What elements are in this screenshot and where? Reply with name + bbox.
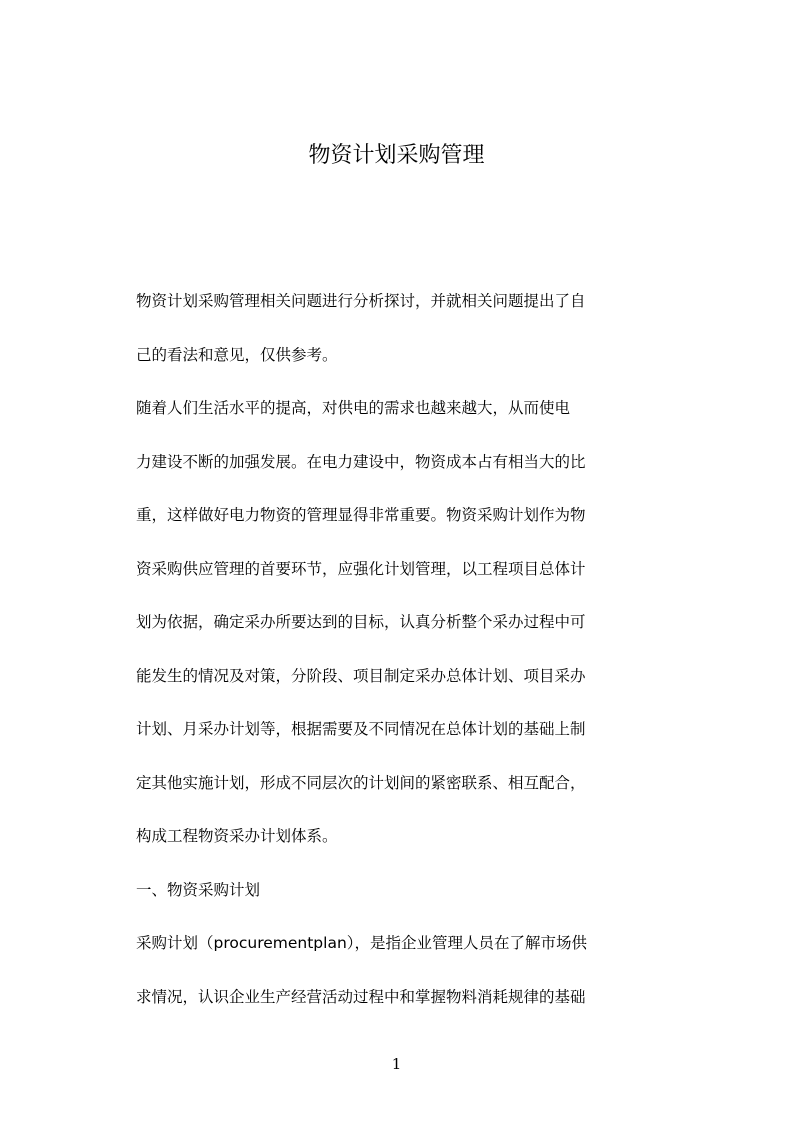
text-line: 己的看法和意见，仅供参考。 [136,345,338,364]
document-body [136,283,606,1032]
text-line: 划为依据，确定采办所要达到的目标，认真分析整个采办过程中可 [136,613,586,631]
page-number: 1 [391,1055,402,1073]
text-line: 计划、月采办计划等，根据需要及不同情况在总体计划的基础上制 [136,720,586,738]
text-line: 定其他实施计划，形成不同层次的计划间的紧密联系、相互配合， [136,773,586,792]
text-line: 构成工程物资采办计划体系。 [136,827,338,845]
text-line: 力建设不断的加强发展。在电力建设中，物资成本占有相当大的比 [136,452,586,471]
text-line: 求情况，认识企业生产经营活动过程中和掌握物料消耗规律的基础 [136,987,586,1006]
text-line: 资采购供应管理的首要环节，应强化计划管理，以工程项目总体计 [136,559,586,578]
text-line: 随着人们生活水平的提高，对供电的需求也越来越大，从而使电 [136,399,571,417]
text-line: 物资计划采购管理相关问题进行分析探讨，并就相关问题提出了自 [136,292,586,310]
section-heading: 一、物资采购计划 [136,880,261,899]
text-line: 重，这样做好电力物资的管理显得非常重要。物资采购计划作为物 [136,506,586,524]
text-line: 采购计划（procurementplan），是指企业管理人员在了解市场供 [136,934,588,952]
page-title: 物资计划采购管理 [308,143,485,168]
text-line: 能发生的情况及对策，分阶段、项目制定采办总体计划、项目采办 [136,666,586,685]
